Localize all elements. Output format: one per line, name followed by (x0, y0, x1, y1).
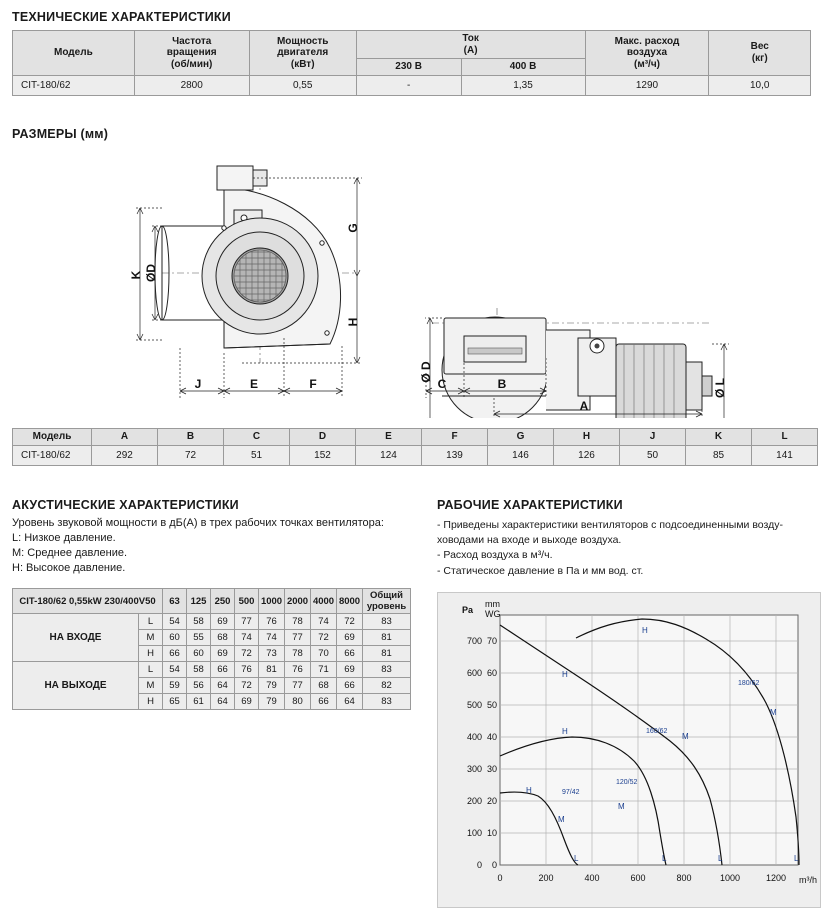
acoustic-value: 72 (235, 646, 259, 662)
header-power-line2: двигателя (277, 47, 329, 58)
acoustic-freq-2000: 2000 (285, 589, 311, 614)
chart-xtick-400: 400 (584, 873, 600, 883)
acoustic-value: 66 (311, 694, 337, 710)
acoustic-total: 81 (363, 646, 411, 662)
header-current (356, 31, 585, 59)
acoustic-value: 58 (187, 662, 211, 678)
cell-rpm: 2800 (134, 75, 249, 95)
dim-cell-f: 139 (422, 445, 488, 465)
chart-ytick-mm-50: 50 (486, 700, 497, 710)
header-airflow-line3: (м³/ч) (634, 58, 660, 70)
cell-power: 0,55 (249, 75, 356, 95)
acoustic-total: 83 (363, 614, 411, 630)
chart-ytick-100: 100 (466, 828, 482, 838)
label-h: H (346, 317, 360, 327)
header-airflow-line2: воздуха (626, 47, 668, 58)
chart-xtick-1200: 1200 (765, 873, 787, 883)
dimensions-title: РАЗМЕРЫ (мм) (12, 127, 109, 141)
acoustic-value: 77 (285, 678, 311, 694)
header-airflow (585, 31, 709, 76)
fan-drawing-svg (12, 148, 811, 418)
label-b: B (497, 377, 507, 391)
acoustic-freq-1000: 1000 (259, 589, 285, 614)
table-row (13, 662, 411, 678)
dim-header-b: B (158, 429, 224, 446)
chart-ytick-mm-40: 40 (486, 732, 497, 742)
chart-ytick-mm-20: 20 (486, 796, 497, 806)
label-c: C (437, 377, 447, 391)
acoustic-point-letter: H (139, 646, 163, 662)
chart-marker-l-180: L (794, 854, 799, 863)
cell-model: CIT-180/62 (13, 75, 135, 95)
label-phi-d-mid: Ø D (419, 361, 433, 383)
chart-label-160-62: 160/62 (646, 728, 668, 735)
work-line-2: ховодами на входе и выходе воздуха. (437, 534, 622, 547)
acoustic-value: 69 (211, 614, 235, 630)
chart-xtick-0: 0 (497, 873, 503, 883)
header-current-unit: (A) (463, 44, 478, 56)
acoustic-value: 79 (259, 694, 285, 710)
chart-marker-l-160: L (718, 854, 723, 863)
dim-cell-k: 85 (686, 445, 752, 465)
dim-header-j: J (620, 429, 686, 446)
header-rpm-line3: (об/мин) (171, 58, 213, 70)
acoustic-group-label-inlet: НА ВХОДЕ (13, 614, 139, 662)
chart-ylabel-mm-2: WG (485, 609, 501, 619)
acoustic-value: 68 (311, 678, 337, 694)
chart-ylabel-mm-1: mm (485, 599, 500, 609)
acoustic-value: 72 (337, 614, 363, 630)
chart-ytick-0: 0 (476, 860, 482, 870)
acoustic-value: 71 (311, 662, 337, 678)
acoustic-group-label-outlet: НА ВЫХОДЕ (13, 662, 139, 710)
dim-cell-model: CIT-180/62 (13, 445, 92, 465)
acoustic-value: 66 (337, 646, 363, 662)
chart-marker-m-97: M (558, 815, 565, 824)
acoustic-value: 80 (285, 694, 311, 710)
dim-cell-g: 146 (488, 445, 554, 465)
acoustic-value: 76 (259, 614, 285, 630)
cell-current-400: 1,35 (461, 75, 585, 95)
acoustic-corner-label: CIT-180/62 0,55kW 230/400V50 (13, 589, 163, 614)
dim-header-a: A (92, 429, 158, 446)
dim-cell-c: 51 (224, 445, 290, 465)
dim-header-k: K (686, 429, 752, 446)
dim-header-g: G (488, 429, 554, 446)
acoustic-freq-125: 125 (187, 589, 211, 614)
acoustic-value: 69 (235, 694, 259, 710)
dim-cell-a: 292 (92, 445, 158, 465)
acoustic-title: АКУСТИЧЕСКИЕ ХАРАКТЕРИСТИКИ (12, 498, 239, 512)
header-power (249, 31, 356, 76)
label-phi-d-left: ØD (144, 264, 158, 282)
acoustic-value: 74 (235, 630, 259, 646)
acoustic-point-letter: L (139, 614, 163, 630)
acoustic-value: 78 (285, 646, 311, 662)
acoustic-value: 64 (211, 694, 235, 710)
chart-xtick-600: 600 (630, 873, 646, 883)
dim-cell-b: 72 (158, 445, 224, 465)
chart-ytick-mm-30: 30 (486, 764, 497, 774)
acoustic-value: 68 (211, 630, 235, 646)
acoustic-line-low: L: Низкое давление. (12, 531, 116, 544)
acoustic-value: 70 (311, 646, 337, 662)
chart-xtick-800: 800 (676, 873, 692, 883)
acoustic-freq-4000: 4000 (311, 589, 337, 614)
technical-specs-section (12, 10, 811, 96)
chart-xtick-1000: 1000 (719, 873, 741, 883)
acoustic-value: 81 (259, 662, 285, 678)
label-k: K (129, 270, 143, 280)
dim-header-l: L (752, 429, 818, 446)
acoustic-value: 54 (163, 614, 187, 630)
header-rpm (134, 31, 249, 76)
acoustic-value: 73 (259, 646, 285, 662)
acoustic-freq-63: 63 (163, 589, 187, 614)
header-weight-unit: (кг) (751, 52, 768, 64)
chart-ytick-mm-70: 70 (486, 636, 497, 646)
acoustic-section (12, 498, 412, 575)
acoustic-value: 79 (259, 678, 285, 694)
dim-header-f: F (422, 429, 488, 446)
label-g: G (346, 223, 360, 233)
acoustic-total: 81 (363, 630, 411, 646)
acoustic-value: 55 (187, 630, 211, 646)
acoustic-value: 59 (163, 678, 187, 694)
technical-specs-table (12, 30, 811, 96)
dim-header-model: Модель (13, 429, 92, 446)
header-weight (709, 31, 811, 76)
acoustic-total: 83 (363, 662, 411, 678)
chart-marker-h-120: H (562, 727, 568, 736)
acoustic-value: 69 (211, 646, 235, 662)
label-j: J (194, 377, 202, 391)
chart-label-180-62: 180/62 (738, 680, 760, 687)
header-rpm-line2: вращения (166, 47, 217, 58)
chart-marker-h-160: H (562, 670, 568, 679)
header-power-line3: (кВт) (290, 58, 315, 70)
dimensions-table (12, 428, 818, 466)
chart-ytick-mm-60: 60 (486, 668, 497, 678)
header-model: Модель (13, 31, 135, 76)
cell-weight: 10,0 (709, 75, 811, 95)
acoustic-value: 69 (337, 662, 363, 678)
acoustic-total-header (363, 589, 411, 614)
chart-ytick-mm-0: 0 (491, 860, 497, 870)
acoustic-value: 61 (187, 694, 211, 710)
chart-marker-l-120: L (662, 854, 667, 863)
chart-marker-h-97: H (526, 786, 532, 795)
chart-xlabel: m³/h (799, 875, 817, 885)
header-current-label: Ток (462, 33, 479, 44)
table-header-row (13, 31, 811, 59)
acoustic-value: 72 (311, 630, 337, 646)
dim-cell-e: 124 (356, 445, 422, 465)
dim-header-h: H (554, 429, 620, 446)
table-row (13, 75, 811, 95)
acoustic-point-letter: M (139, 630, 163, 646)
acoustic-total-line2: уровень (366, 601, 407, 612)
acoustic-value: 56 (187, 678, 211, 694)
acoustic-line-high: H: Высокое давление. (12, 561, 126, 574)
chart-ylabel-pa: Pa (462, 605, 474, 615)
chart-ytick-500: 500 (466, 700, 482, 710)
chart-label-97-42: 97/42 (562, 789, 580, 796)
acoustic-value: 74 (311, 614, 337, 630)
header-airflow-line1: Макс. расход (614, 35, 680, 47)
header-current-230: 230 В (356, 59, 461, 76)
acoustic-total-line1: Общий (370, 590, 403, 601)
dimensions-table-wrapper (12, 428, 811, 466)
chart-label-120-52: 120/52 (616, 779, 638, 786)
acoustic-table-wrapper (12, 588, 412, 710)
working-characteristics-section (437, 498, 817, 579)
acoustic-value: 77 (285, 630, 311, 646)
acoustic-value: 72 (235, 678, 259, 694)
acoustic-value: 65 (163, 694, 187, 710)
chart-marker-l-97: L (574, 854, 579, 863)
chart-ytick-200: 200 (466, 796, 482, 806)
technical-specs-title: ТЕХНИЧЕСКИЕ ХАРАКТЕРИСТИКИ (12, 10, 231, 24)
dim-header-d: D (290, 429, 356, 446)
acoustic-line-medium: M: Среднее давление. (12, 546, 128, 559)
chart-ytick-400: 400 (466, 732, 482, 742)
dim-cell-d: 152 (290, 445, 356, 465)
header-rpm-line1: Частота (172, 35, 212, 47)
chart-marker-h-180: H (642, 626, 648, 635)
acoustic-freq-8000: 8000 (337, 589, 363, 614)
chart-marker-m-120: M (618, 802, 625, 811)
work-line-1: - Приведены характеристики вентиляторов с подсоединенными возду- (437, 519, 783, 531)
acoustic-value: 58 (187, 614, 211, 630)
cell-airflow: 1290 (585, 75, 709, 95)
dim-cell-h: 126 (554, 445, 620, 465)
header-current-400: 400 В (461, 59, 585, 76)
chart-plot-area (500, 615, 798, 865)
acoustic-point-letter: H (139, 694, 163, 710)
acoustic-intro: Уровень звуковой мощности в дБ(А) в трех рабочих точках вентилятора: (12, 517, 384, 529)
header-power-line1: Мощность (276, 35, 329, 47)
table-header-row (13, 429, 818, 446)
acoustic-freq-500: 500 (235, 589, 259, 614)
chart-xtick-200: 200 (538, 873, 554, 883)
dimensions-drawing (12, 148, 811, 418)
acoustic-value: 74 (259, 630, 285, 646)
table-row (13, 445, 818, 465)
acoustic-table (12, 588, 411, 710)
acoustic-value: 76 (285, 662, 311, 678)
chart-marker-m-180: M (770, 708, 777, 717)
acoustic-value: 76 (235, 662, 259, 678)
dim-header-c: C (224, 429, 290, 446)
acoustic-value: 66 (163, 646, 187, 662)
acoustic-point-letter: L (139, 662, 163, 678)
label-phi-l: Ø L (713, 378, 727, 398)
working-characteristics-title: РАБОЧИЕ ХАРАКТЕРИСТИКИ (437, 498, 623, 512)
dim-cell-j: 50 (620, 445, 686, 465)
chart-marker-m-160: M (682, 732, 689, 741)
acoustic-value: 77 (235, 614, 259, 630)
chart-ytick-300: 300 (466, 764, 482, 774)
acoustic-value: 64 (211, 678, 235, 694)
table-row (13, 614, 411, 630)
label-a: A (579, 399, 589, 413)
chart-ytick-mm-10: 10 (486, 828, 497, 838)
dim-cell-l: 141 (752, 445, 818, 465)
acoustic-value: 78 (285, 614, 311, 630)
cell-current-230: - (356, 75, 461, 95)
acoustic-value: 64 (337, 694, 363, 710)
acoustic-value: 66 (211, 662, 235, 678)
header-weight-label: Вес (750, 41, 769, 53)
acoustic-value: 54 (163, 662, 187, 678)
work-line-4: - Статическое давление в Па и мм вод. ст. (437, 564, 644, 577)
performance-chart-svg (438, 593, 820, 907)
acoustic-total: 83 (363, 694, 411, 710)
acoustic-point-letter: M (139, 678, 163, 694)
chart-ytick-700: 700 (466, 636, 482, 646)
acoustic-total: 82 (363, 678, 411, 694)
work-line-3: - Расход воздуха в м³/ч. (437, 549, 553, 562)
acoustic-value: 60 (187, 646, 211, 662)
label-f: F (309, 377, 317, 391)
performance-chart (437, 592, 821, 908)
chart-ytick-600: 600 (466, 668, 482, 678)
acoustic-value: 60 (163, 630, 187, 646)
label-e: E (249, 377, 259, 391)
acoustic-freq-250: 250 (211, 589, 235, 614)
acoustic-header-row (13, 589, 411, 614)
acoustic-value: 66 (337, 678, 363, 694)
acoustic-value: 69 (337, 630, 363, 646)
dim-header-e: E (356, 429, 422, 446)
